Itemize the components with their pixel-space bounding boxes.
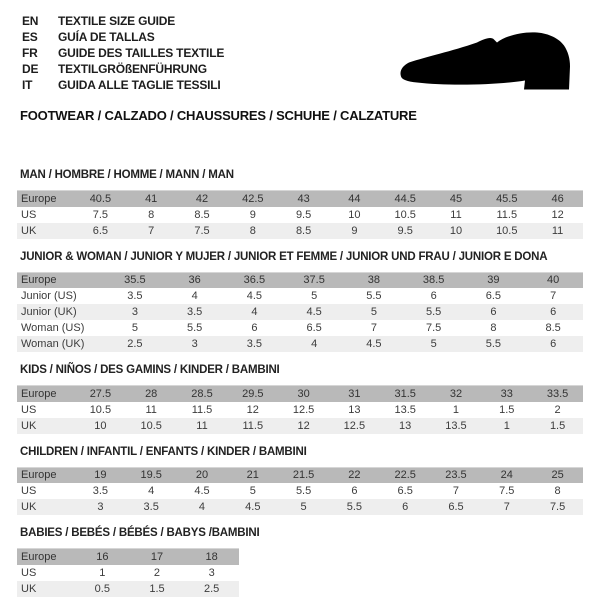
size-table-section-junior-woman [17,250,583,353]
size-cell: 42 [195,192,209,205]
size-cell: 10 [449,224,463,237]
size-cell: 2 [153,566,161,579]
size-cell: 36.5 [243,274,266,287]
language-code: DE [22,62,39,76]
table-row-man-europe [17,191,583,207]
size-cell: 24 [500,469,513,482]
size-cell: 6.5 [448,501,464,513]
size-cell: 4 [191,290,198,302]
size-cell: 4.5 [306,306,322,318]
table-row-junior-woman-europe [17,272,583,288]
size-table-section-children [17,445,583,516]
size-cell: 16 [96,550,109,563]
size-cell: 1.5 [499,403,515,416]
size-table-children [17,467,583,516]
category-title: FOOTWEAR / CALZADO / CHAUSSURES / SCHUHE / CALZATURE [20,108,417,123]
size-cell: 5 [311,290,318,302]
size-cell: 3 [208,566,215,579]
size-cell: 12 [551,208,564,221]
size-cell: 9 [249,208,256,221]
size-cell: 20 [195,469,209,482]
size-cell: 6.5 [306,322,322,334]
size-cell: 33 [500,387,513,400]
size-cell: 10.5 [89,403,112,416]
size-cell: 3.5 [127,290,143,302]
size-cell: 5 [300,501,307,513]
size-cell: 32 [449,387,463,400]
language-label: GUÍA DE TALLAS [58,30,155,44]
row-label: US [21,566,37,579]
language-label: TEXTILE SIZE GUIDE [58,14,176,28]
size-cell: 3.5 [186,306,203,318]
size-cell: 9.5 [295,208,312,221]
size-cell: 2.5 [127,338,143,350]
size-cell: 11.5 [496,208,518,221]
size-cell: 10.5 [140,419,162,432]
row-label: UK [21,419,37,432]
size-cell: 8 [249,224,256,237]
size-cell: 11 [145,403,157,416]
size-cell: 10.5 [496,224,518,237]
size-cell: 6 [550,338,557,350]
size-cell: 3.5 [143,501,159,513]
size-cell: 2.5 [204,582,220,595]
size-cell: 7.5 [499,485,515,497]
table-row-junior-woman-junior-uk [17,304,583,320]
language-code: ES [22,30,38,44]
size-cell: 1.5 [549,419,566,432]
size-cell: 7 [550,290,557,302]
size-cell: 12.5 [343,419,366,432]
size-cell: 5.5 [186,322,203,334]
size-tables [17,168,583,597]
size-table-section-babies [17,526,583,597]
size-cell: 6 [402,501,409,513]
size-cell: 28.5 [191,387,213,400]
size-cell: 36 [188,274,201,287]
size-cell: 4 [148,485,155,497]
table-row-babies-uk [17,581,239,597]
size-cell: 22 [348,469,361,482]
size-table-section-kids [17,363,583,434]
size-cell: 1 [452,403,460,416]
size-cell: 5.5 [366,290,382,302]
size-cell: 5 [370,306,377,318]
language-label: GUIDE DES TAILLES TEXTILE [58,46,225,60]
size-cell: 11 [196,419,208,432]
size-cell: 42.5 [242,192,264,205]
size-cell: 38.5 [422,274,445,287]
size-cell: 7.5 [425,322,442,334]
table-row-kids-europe [17,386,583,402]
table-title-babies: BABIES / BEBÉS / BÉBÉS / BABYS /BAMBINI [20,527,260,539]
size-cell: 5.5 [485,338,502,350]
size-cell: 27.5 [89,387,112,400]
language-label: GUIDA ALLE TAGLIE TESSILI [58,78,221,92]
size-cell: 5 [249,485,256,497]
size-cell: 11 [450,208,462,221]
size-cell: 7 [370,322,377,334]
row-label: Europe [21,274,57,287]
size-cell: 28 [145,387,158,400]
row-label: UK [21,224,37,237]
size-cell: 43 [297,192,310,205]
table-title-man: MAN / HOMBRE / HOMME / MANN / MAN [20,169,234,181]
size-cell: 45.5 [496,192,518,205]
size-cell: 25 [551,469,564,482]
table-row-children-us [17,483,583,499]
size-cell: 45 [449,192,463,205]
size-cell: 33.5 [546,387,569,400]
size-cell: 5 [131,322,138,334]
size-cell: 6.5 [397,485,413,497]
size-cell: 11.5 [191,403,213,416]
size-cell: 2 [554,403,561,416]
size-table-man [17,190,583,239]
size-cell: 1 [99,566,106,579]
size-cell: 6.5 [485,290,502,302]
size-cell: 4.5 [246,290,263,302]
row-label: Europe [21,550,57,563]
row-label: Woman (US) [21,322,85,334]
size-cell: 3.5 [92,485,109,497]
size-cell: 6 [490,306,497,318]
size-cell: 6 [251,322,258,334]
size-cell: 40.5 [89,192,112,205]
size-cell: 44 [348,192,361,205]
table-row-kids-us [17,402,583,418]
size-cell: 22.5 [394,469,416,482]
size-cell: 5.5 [346,501,363,513]
size-table-section-man [17,168,583,239]
size-cell: 6 [430,290,437,302]
size-cell: 8 [554,485,561,497]
table-row-junior-woman-junior-us [17,288,583,304]
size-cell: 18 [205,550,218,563]
size-cell: 29.5 [242,387,264,400]
language-code: EN [22,14,39,28]
row-label: Europe [21,387,57,400]
table-row-babies-us [17,565,239,581]
size-cell: 9 [351,224,358,237]
size-cell: 7 [148,224,155,237]
row-label: Woman (UK) [21,338,85,350]
size-cell: 10 [94,419,107,432]
size-cell: 31.5 [394,387,416,400]
size-cell: 8 [148,208,155,221]
size-cell: 8.5 [194,208,210,221]
size-cell: 19 [94,469,107,482]
row-label: US [21,208,37,221]
size-table-junior-woman [17,272,583,353]
row-label: US [21,403,37,416]
size-cell: 3 [131,306,138,318]
row-label: Junior (US) [21,290,77,302]
size-cell: 4.5 [194,485,210,497]
size-cell: 6 [351,485,358,497]
size-cell: 12 [246,403,259,416]
table-row-junior-woman-woman-uk [17,336,583,352]
size-cell: 31 [348,387,361,400]
size-cell: 5.5 [295,485,312,497]
size-cell: 6.5 [92,224,109,237]
size-cell: 5 [430,338,437,350]
row-label: US [21,485,37,497]
row-label: Europe [21,192,57,205]
size-cell: 13.5 [445,419,467,432]
row-label: Junior (UK) [21,306,77,318]
size-cell: 30 [297,387,310,400]
size-cell: 4 [198,501,206,513]
size-cell: 8 [490,322,497,334]
table-row-kids-uk [17,418,583,434]
size-cell: 3 [97,501,104,513]
size-cell: 39 [487,274,500,287]
size-cell: 4.5 [366,338,382,350]
size-cell: 8.5 [545,322,561,334]
size-cell: 17 [150,550,164,563]
size-cell: 13 [348,403,361,416]
size-cell: 10.5 [394,208,416,221]
language-code: FR [22,46,38,60]
size-table-kids [17,385,583,434]
size-cell: 10 [348,208,361,221]
size-cell: 44.5 [394,192,416,205]
size-cell: 35.5 [124,274,146,287]
language-code: IT [22,78,33,92]
row-label: Europe [21,469,57,482]
table-row-man-uk [17,223,583,239]
row-label: UK [21,582,37,595]
table-title-junior-woman: JUNIOR & WOMAN / JUNIOR Y MUJER / JUNIOR ET FEMME / JUNIOR UND FRAU / JUNIOR E DONA [20,250,548,263]
size-cell: 5.5 [425,306,442,318]
table-row-junior-woman-woman-us [17,320,583,336]
size-cell: 21 [246,469,259,482]
size-cell: 11 [551,224,564,237]
size-cell: 13.5 [394,403,416,416]
size-cell: 12.5 [292,403,315,416]
table-row-children-uk [17,499,583,515]
table-title-children: CHILDREN / INFANTIL / ENFANTS / KINDER / BAMBINI [20,445,307,458]
size-cell: 23.5 [445,469,467,482]
size-cell: 6 [550,306,557,318]
size-cell: 4.5 [245,501,261,513]
size-cell: 7.5 [194,224,210,237]
size-cell: 3.5 [246,338,263,350]
size-cell: 19.5 [140,469,162,482]
row-label: UK [21,501,37,513]
size-cell: 7.5 [549,501,566,513]
table-title-kids: KIDS / NIÑOS / DES GAMINS / KINDER / BAMBINI [20,364,280,376]
size-cell: 12 [297,419,310,432]
size-table-babies [17,548,239,597]
table-row-children-europe [17,467,583,483]
dress-shoe-icon [393,26,571,97]
size-cell: 40 [547,274,560,287]
size-cell: 0.5 [94,582,110,595]
size-cell: 1 [503,419,510,432]
size-cell: 11.5 [242,419,264,432]
size-cell: 8.5 [295,224,312,237]
size-cell: 7 [503,501,510,513]
size-cell: 37.5 [303,274,325,287]
size-cell: 9.5 [397,224,413,237]
size-cell: 7.5 [92,208,109,221]
size-cell: 21.5 [292,469,315,482]
language-label: TEXTILGRÖßENFÜHRUNG [58,62,207,76]
size-cell: 13 [399,419,412,432]
table-row-man-us [17,207,583,223]
table-row-babies-europe [17,549,239,565]
size-cell: 41 [145,192,158,205]
size-cell: 4 [311,338,318,350]
size-cell: 7 [452,485,460,497]
size-cell: 1.5 [149,582,165,595]
size-cell: 3 [191,338,198,350]
size-cell: 38 [367,274,380,287]
size-cell: 4 [251,306,258,318]
size-cell: 46 [551,192,564,205]
